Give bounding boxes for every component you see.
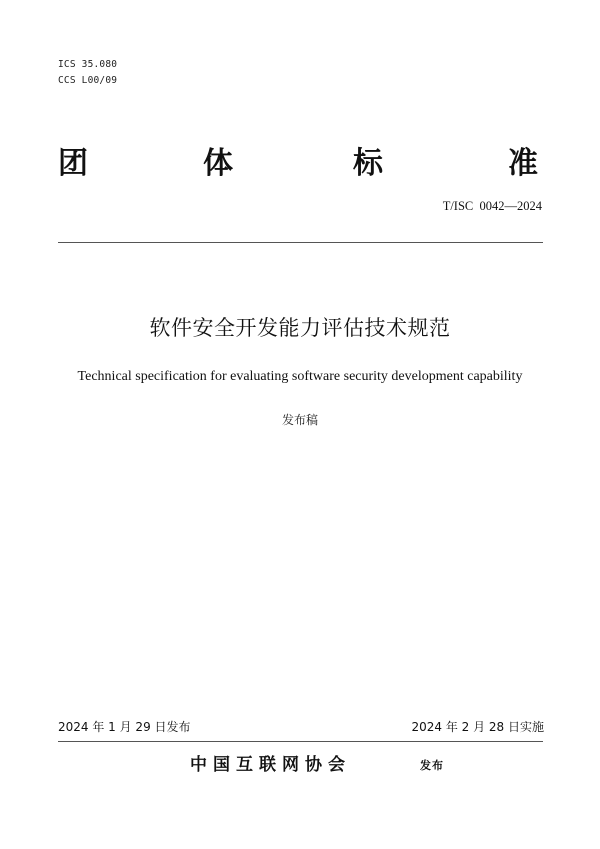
- title-chinese: 软件安全开发能力评估技术规范: [149, 316, 451, 340]
- bottom-divider: [58, 741, 543, 742]
- ics-code: ICS 35.080: [58, 59, 118, 70]
- standard-type-heading: [58, 142, 542, 186]
- standard-type-char: 团: [58, 146, 88, 181]
- implementation-date: 2024 年 2 月 28 日实施: [411, 720, 544, 734]
- ccs-code: CCS L00/09: [58, 75, 118, 86]
- standard-type-char: 标: [353, 146, 383, 181]
- document-status: 发布稿: [281, 413, 318, 427]
- publisher-name: 中国互联网协会: [190, 755, 351, 775]
- top-divider: [58, 242, 543, 243]
- issue-date: 2024 年 1 月 29 日发布: [58, 720, 191, 734]
- standard-number: T/ISC 0042—2024: [442, 199, 542, 213]
- standard-type-char: 体: [203, 146, 233, 181]
- publish-label: 发布: [420, 759, 444, 772]
- title-english: Technical specification for evaluating software security development capability: [77, 369, 523, 384]
- standard-type-char: 准: [508, 146, 538, 181]
